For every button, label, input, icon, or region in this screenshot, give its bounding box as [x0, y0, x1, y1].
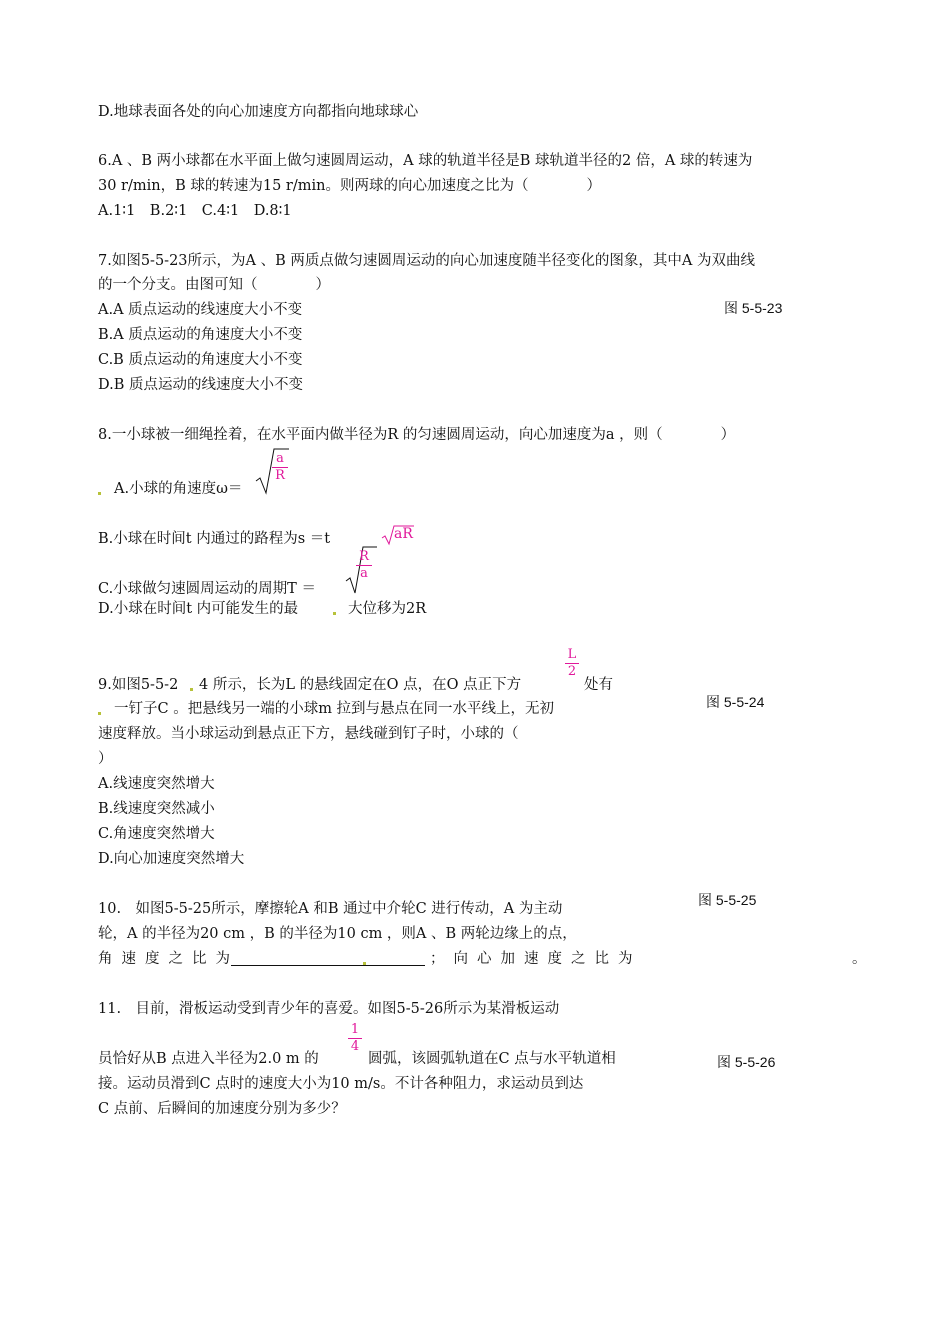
q8-c-fraction	[356, 550, 372, 581]
q5-option-d: D.地球表面各处的向心加速度方向都指向地球球心	[98, 104, 419, 120]
stray-mark	[333, 612, 336, 615]
q9-stem-line2: 一钉子C 。把悬线另一端的小球m 拉到与悬点在同一水平线上，无初	[114, 701, 555, 717]
q7-option-d: D.B 质点运动的线速度大小不变	[98, 377, 303, 393]
q10-label-acceleration: ；向心加速度之比为	[430, 951, 642, 967]
q7-stem-line1: 7.如图5-5-23所示，为A 、B 两质点做匀速圆周运动的向心加速度随半径变化的图象，其中A 为双曲线	[98, 253, 755, 269]
q8-option-a: A.小球的角速度ω＝	[114, 481, 243, 497]
q9-stem-line3: 速度释放。当小球运动到悬点正下方，悬线碰到钉子时，小球的（	[98, 726, 519, 742]
figure-label-5-5-26: 图 5-5-26	[717, 1054, 776, 1070]
q6-stem-line2: 30 r/min，B 球的转速为15 r/min。则两球的向心加速度之比为（ ）	[98, 178, 601, 194]
q6-stem-line1: 6.A 、B 两小球都在水平面上做匀速圆周运动，A 球的轨道半径是B 球轨道半径的2 倍，A 球的转速为	[98, 153, 753, 169]
q11-stem-line4: C 点前、后瞬间的加速度分别为多少？	[98, 1101, 346, 1117]
q7-stem-line2: 的一个分支。由图可知（ ）	[98, 277, 330, 293]
q10-stem-line1: 10. 如图5-5-25所示，摩擦轮A 和B 通过中介轮C 进行传动，A 为主动	[98, 901, 563, 917]
figure-label-5-5-23: 图 5-5-23	[724, 300, 783, 316]
q8-b-radicand: aR	[394, 526, 413, 542]
q9-stem-line1-part3: 处有	[584, 677, 613, 693]
q8-option-d-part1: D.小球在时间t 内可能发生的最	[98, 601, 299, 617]
stray-mark	[98, 712, 101, 715]
figure-label-5-5-24: 图 5-5-24	[706, 694, 765, 710]
q10-label-angular: 角速度之比为	[98, 951, 239, 967]
fraction-numerator: R	[359, 549, 369, 564]
answer-blank-acceleration-ratio[interactable]	[628, 965, 850, 966]
fraction-numerator: L	[567, 647, 577, 662]
fraction-numerator: 1	[350, 1022, 360, 1037]
q8-stem: 8.一小球被一细绳拴着，在水平面内做半径为R 的匀速圆周运动，向心加速度为a ，则（ ）	[98, 427, 736, 443]
q7-option-b: B.A 质点运动的角速度大小不变	[98, 327, 303, 343]
q9-fraction	[565, 648, 579, 679]
q11-stem-line1: 11. 目前，滑板运动受到青少年的喜爱。如图5-5-26所示为某滑板运动	[98, 1001, 560, 1017]
q9-option-b: B.线速度突然减小	[98, 801, 215, 817]
q9-option-c: C.角速度突然增大	[98, 826, 215, 842]
answer-blank-angular-ratio[interactable]	[231, 965, 425, 966]
q11-stem-line2-part1: 员恰好从B 点进入半径为2.0 m 的	[98, 1051, 319, 1067]
q9-stem-line1-part1: 9.如图5-5-2	[98, 677, 179, 693]
q8-a-fraction	[272, 452, 288, 483]
q11-fraction	[348, 1023, 362, 1054]
q11-stem-line2-part2: 圆弧，该圆弧轨道在C 点与水平轨道相	[368, 1051, 616, 1067]
q10-end-mark: 。	[852, 951, 867, 967]
q9-option-d: D.向心加速度突然增大	[98, 851, 245, 867]
q9-stem-line4: ）	[98, 751, 113, 767]
stray-mark	[190, 688, 193, 691]
fraction-denominator: 4	[350, 1039, 360, 1054]
fraction-denominator: 2	[567, 664, 577, 679]
q9-stem-line1-part2: 4 所示，长为L 的悬线固定在O 点，在O 点正下方	[199, 677, 522, 693]
q8-option-c: C.小球做匀速圆周运动的周期T ＝	[98, 581, 316, 597]
figure-label-5-5-25: 图 5-5-25	[698, 892, 757, 908]
q9-option-a: A.线速度突然增大	[98, 776, 215, 792]
q8-option-b: B.小球在时间t 内通过的路程为s ＝t	[98, 531, 331, 547]
fraction-denominator: a	[360, 566, 368, 581]
stray-mark	[98, 492, 101, 495]
fraction-denominator: R	[275, 468, 285, 483]
q7-option-c: C.B 质点运动的角速度大小不变	[98, 352, 303, 368]
q6-options: A.1∶1 B.2∶1 C.4∶1 D.8∶1	[98, 203, 292, 219]
q7-option-a: A.A 质点运动的线速度大小不变	[98, 302, 303, 318]
q10-stem-line2: 轮，A 的半径为20 cm ，B 的半径为10 cm ，则A 、B 两轮边缘上的点，	[98, 926, 577, 942]
q11-stem-line3: 接。运动员滑到C 点时的速度大小为10 m/s。不计各种阻力，求运动员到达	[98, 1076, 584, 1092]
fraction-numerator: a	[276, 451, 284, 466]
stray-mark	[363, 962, 366, 965]
q8-option-d-part2: 大位移为2R	[348, 601, 427, 617]
